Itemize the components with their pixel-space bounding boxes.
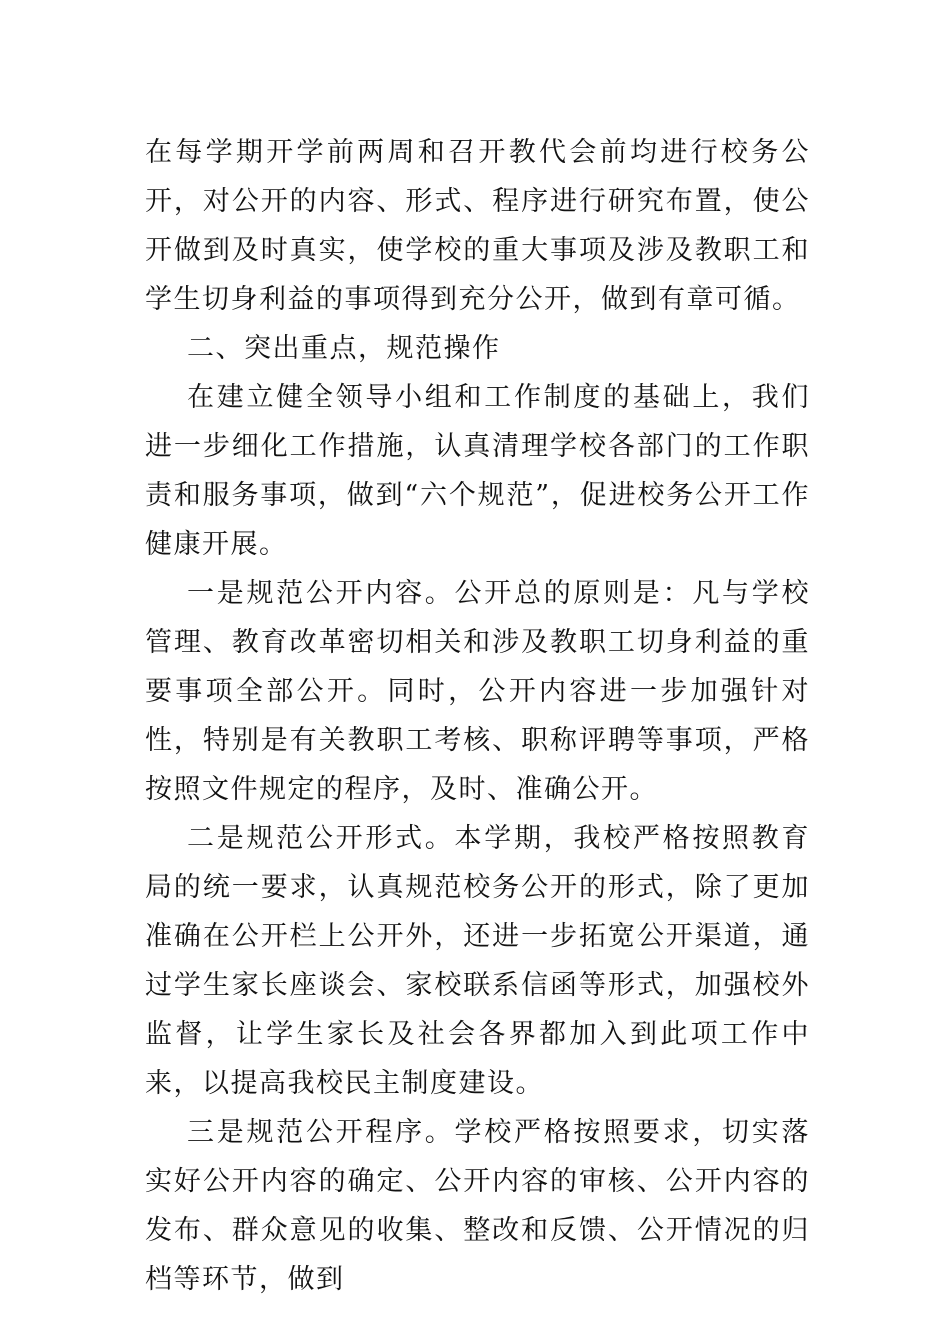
- paragraph-1: 在每学期开学前两周和召开教代会前均进行校务公开，对公开的内容、形式、程序进行研究布置，使公开做到及时真实，使学校的重大事项及涉及教职工和学生切身利益的事项得到充分公开，做到有章可循。: [145, 137, 810, 315]
- paragraph-5: 三是规范公开程序。学校严格按照要求，切实落实好公开内容的确定、公开内容的审核、公开内容的发布、群众意见的收集、整改和反馈、公开情况的归档等环节，做到: [145, 1117, 810, 1295]
- section-heading: 二、突出重点，规范操作: [187, 333, 501, 364]
- paragraph-4: 二是规范公开形式。本学期，我校严格按照教育局的统一要求，认真规范校务公开的形式，除了更加准确在公开栏上公开外，还进一步拓宽公开渠道，通过学生家长座谈会、家校联系信函等形式，加强校外监督，让学生家长及社会各界都加入到此项工作中来，以提高我校民主制度建设。: [145, 823, 810, 1099]
- document-body: [145, 128, 810, 1304]
- paragraph-2: 在建立健全领导小组和工作制度的基础上，我们进一步细化工作措施，认真清理学校各部门的工作职责和服务事项，做到“六个规范”，促进校务公开工作健康开展。: [145, 382, 810, 560]
- paragraph-3: 一是规范公开内容。公开总的原则是：凡与学校管理、教育改革密切相关和涉及教职工切身利益的重要事项全部公开。同时，公开内容进一步加强针对性，特别是有关教职工考核、职称评聘等事项，严格按照文件规定的程序，及时、准确公开。: [145, 578, 810, 805]
